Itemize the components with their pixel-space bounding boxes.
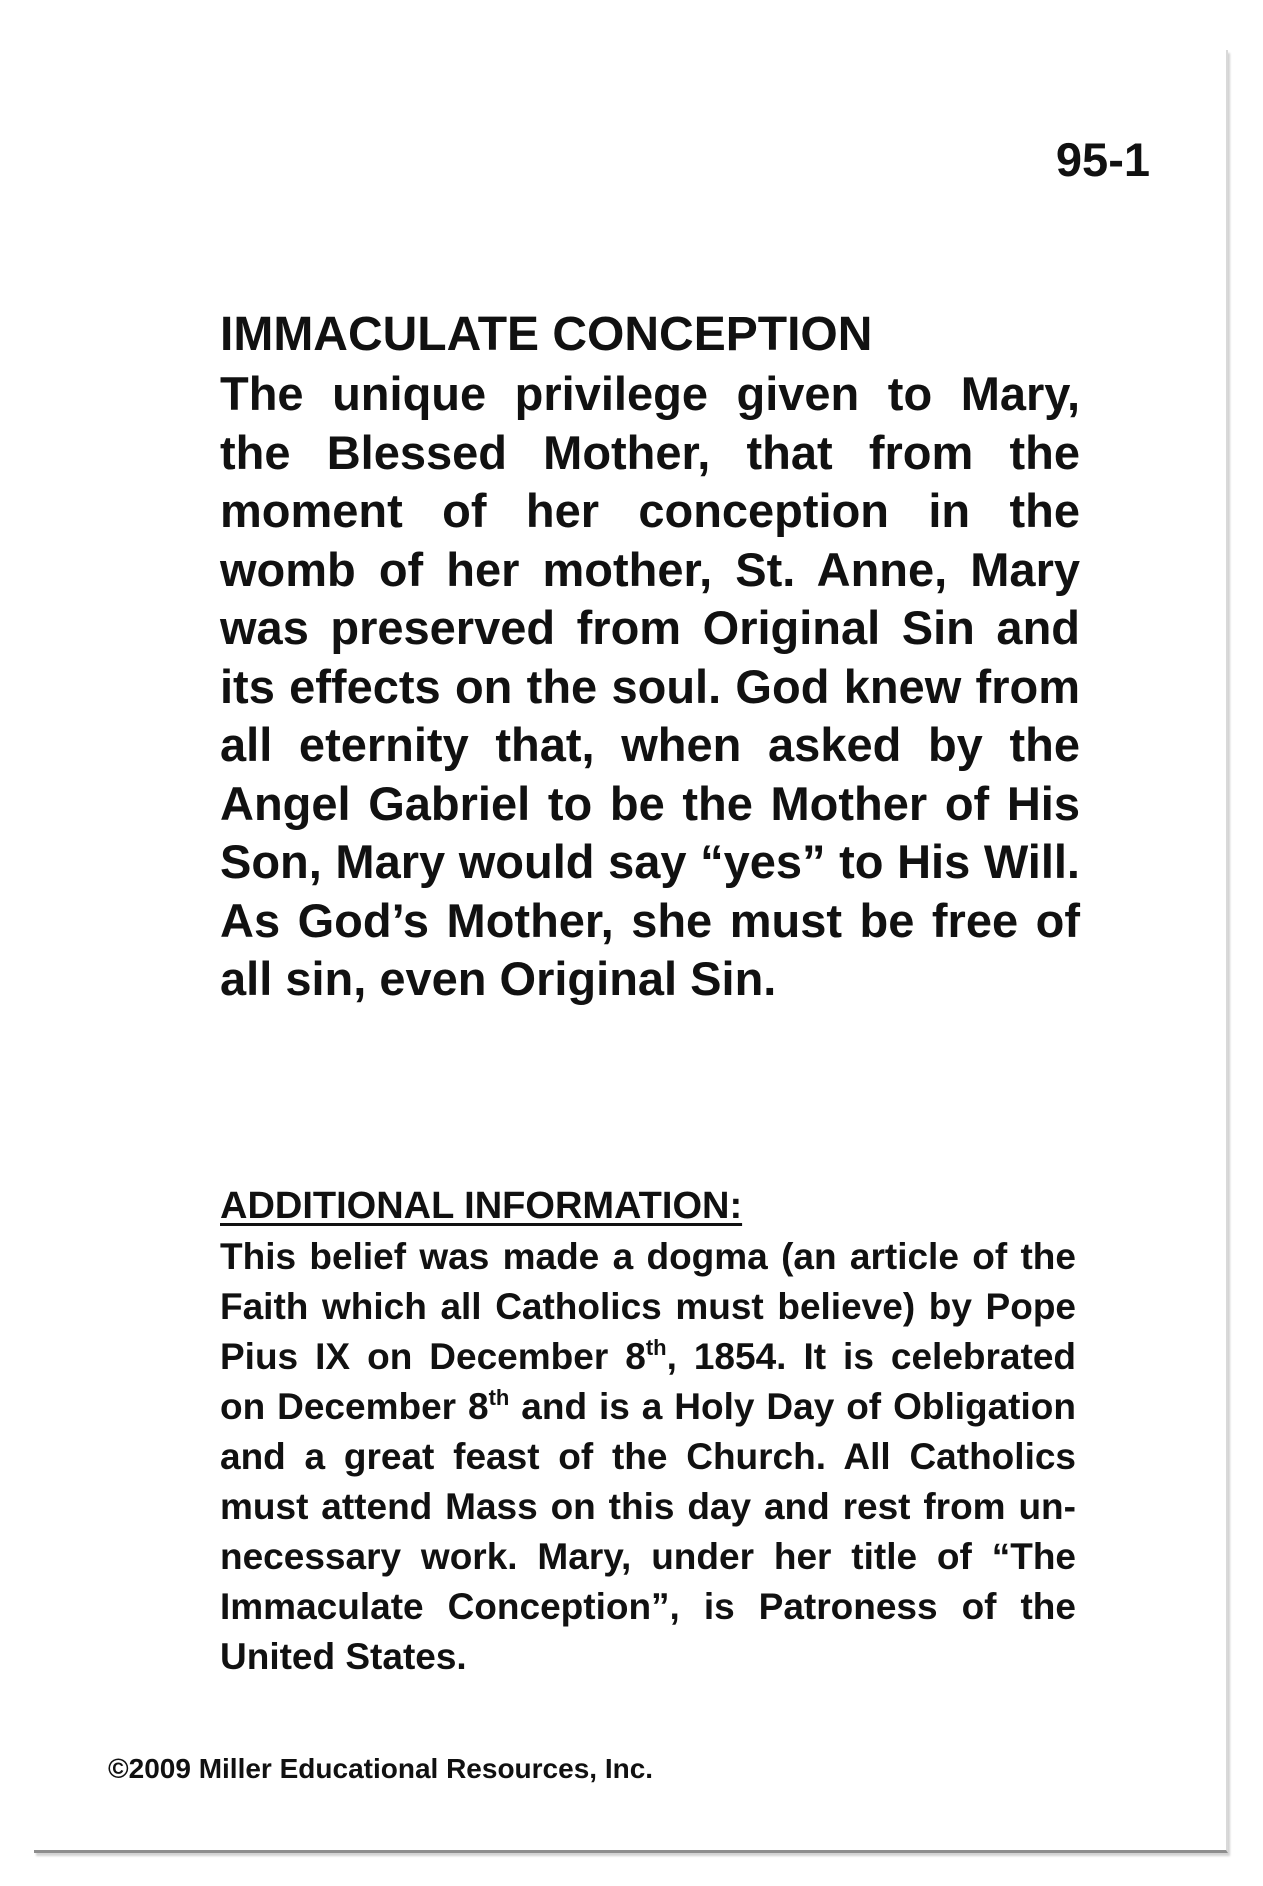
term-definition: The unique privilege given to Mary, the Blessed Mother, that from the moment of her conception in the womb of her mother, St. Anne, Mary was preserved from Original Sin and its effects on the soul. God knew from all eternity that, when asked by the Angel Gabriel to be the Mother of His Son, Mary would say “yes” to His Will. As God’s Mother, she must be free of all sin, even Original Sin.: [220, 367, 1080, 1005]
additional-info-text-part-3: and is a Holy Day of Obligation and a great feast of the Church. All Catholics must attend Mass on this day and rest from unnecessary work. Mary, under her title of “The Immaculate Conception”, is Patroness of the United States.: [220, 1386, 1076, 1677]
copyright-notice: ©2009 Miller Educational Resources, Inc.: [108, 1753, 654, 1784]
additional-info-text-part-2: , 1854. It is celebrated on December 8: [220, 1336, 1076, 1427]
additional-info-heading: ADDITIONAL INFORMATION:: [220, 1185, 743, 1227]
term-title: IMMACULATE CONCEPTION: [220, 308, 873, 361]
additional-info-section: [220, 1182, 1076, 1682]
ordinal-suffix-1: th: [645, 1335, 667, 1360]
additional-info-text-part-1: This belief was made a dogma (an article of the Faith which all Catholics must believe) by Pope Pius IX on December 8: [220, 1236, 1076, 1377]
additional-info-body: [220, 1232, 1076, 1682]
card-number: 95-1: [1055, 133, 1150, 186]
term-section: [220, 305, 1080, 1009]
flash-card: [34, 50, 1228, 1853]
ordinal-suffix-2: th: [488, 1385, 510, 1410]
